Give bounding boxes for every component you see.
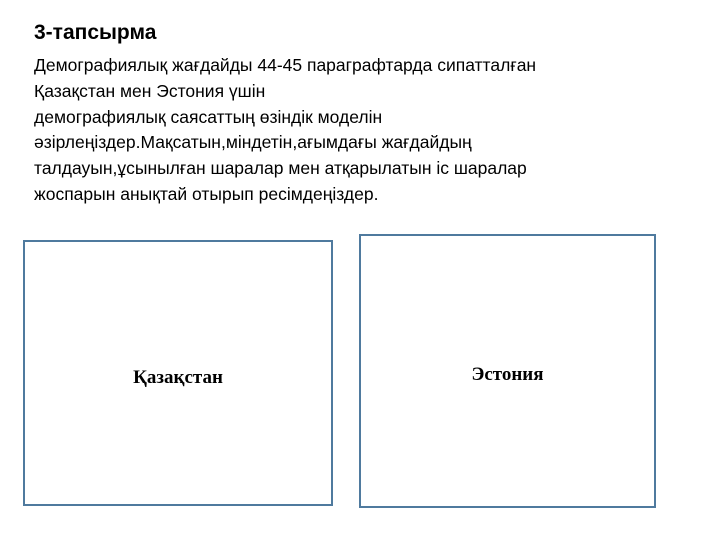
estonia-label: Эстония	[471, 364, 544, 385]
task-line: әзірлеңіздер.Мақсатын,міндетін,ағымдағы жағдайдың	[34, 132, 472, 153]
task-line: талдауын,ұсынылған шаралар мен атқарылатын іс шаралар	[34, 158, 527, 179]
task-description	[34, 53, 694, 208]
task-line: жоспарын анықтай отырып ресімдеңіздер.	[34, 183, 379, 204]
task-line: демографиялық саясаттың өзіндік моделін	[34, 106, 383, 127]
task-line: Қазақстан мен Эстония үшін	[34, 80, 266, 101]
estonia-box	[359, 234, 656, 508]
task-line: Демографиялық жағдайды 44-45 параграфтарда сипатталған	[34, 55, 537, 75]
slide-title: 3-тапсырма	[34, 21, 157, 44]
kazakhstan-box	[23, 240, 333, 506]
kazakhstan-label: Қазақстан	[133, 367, 223, 388]
